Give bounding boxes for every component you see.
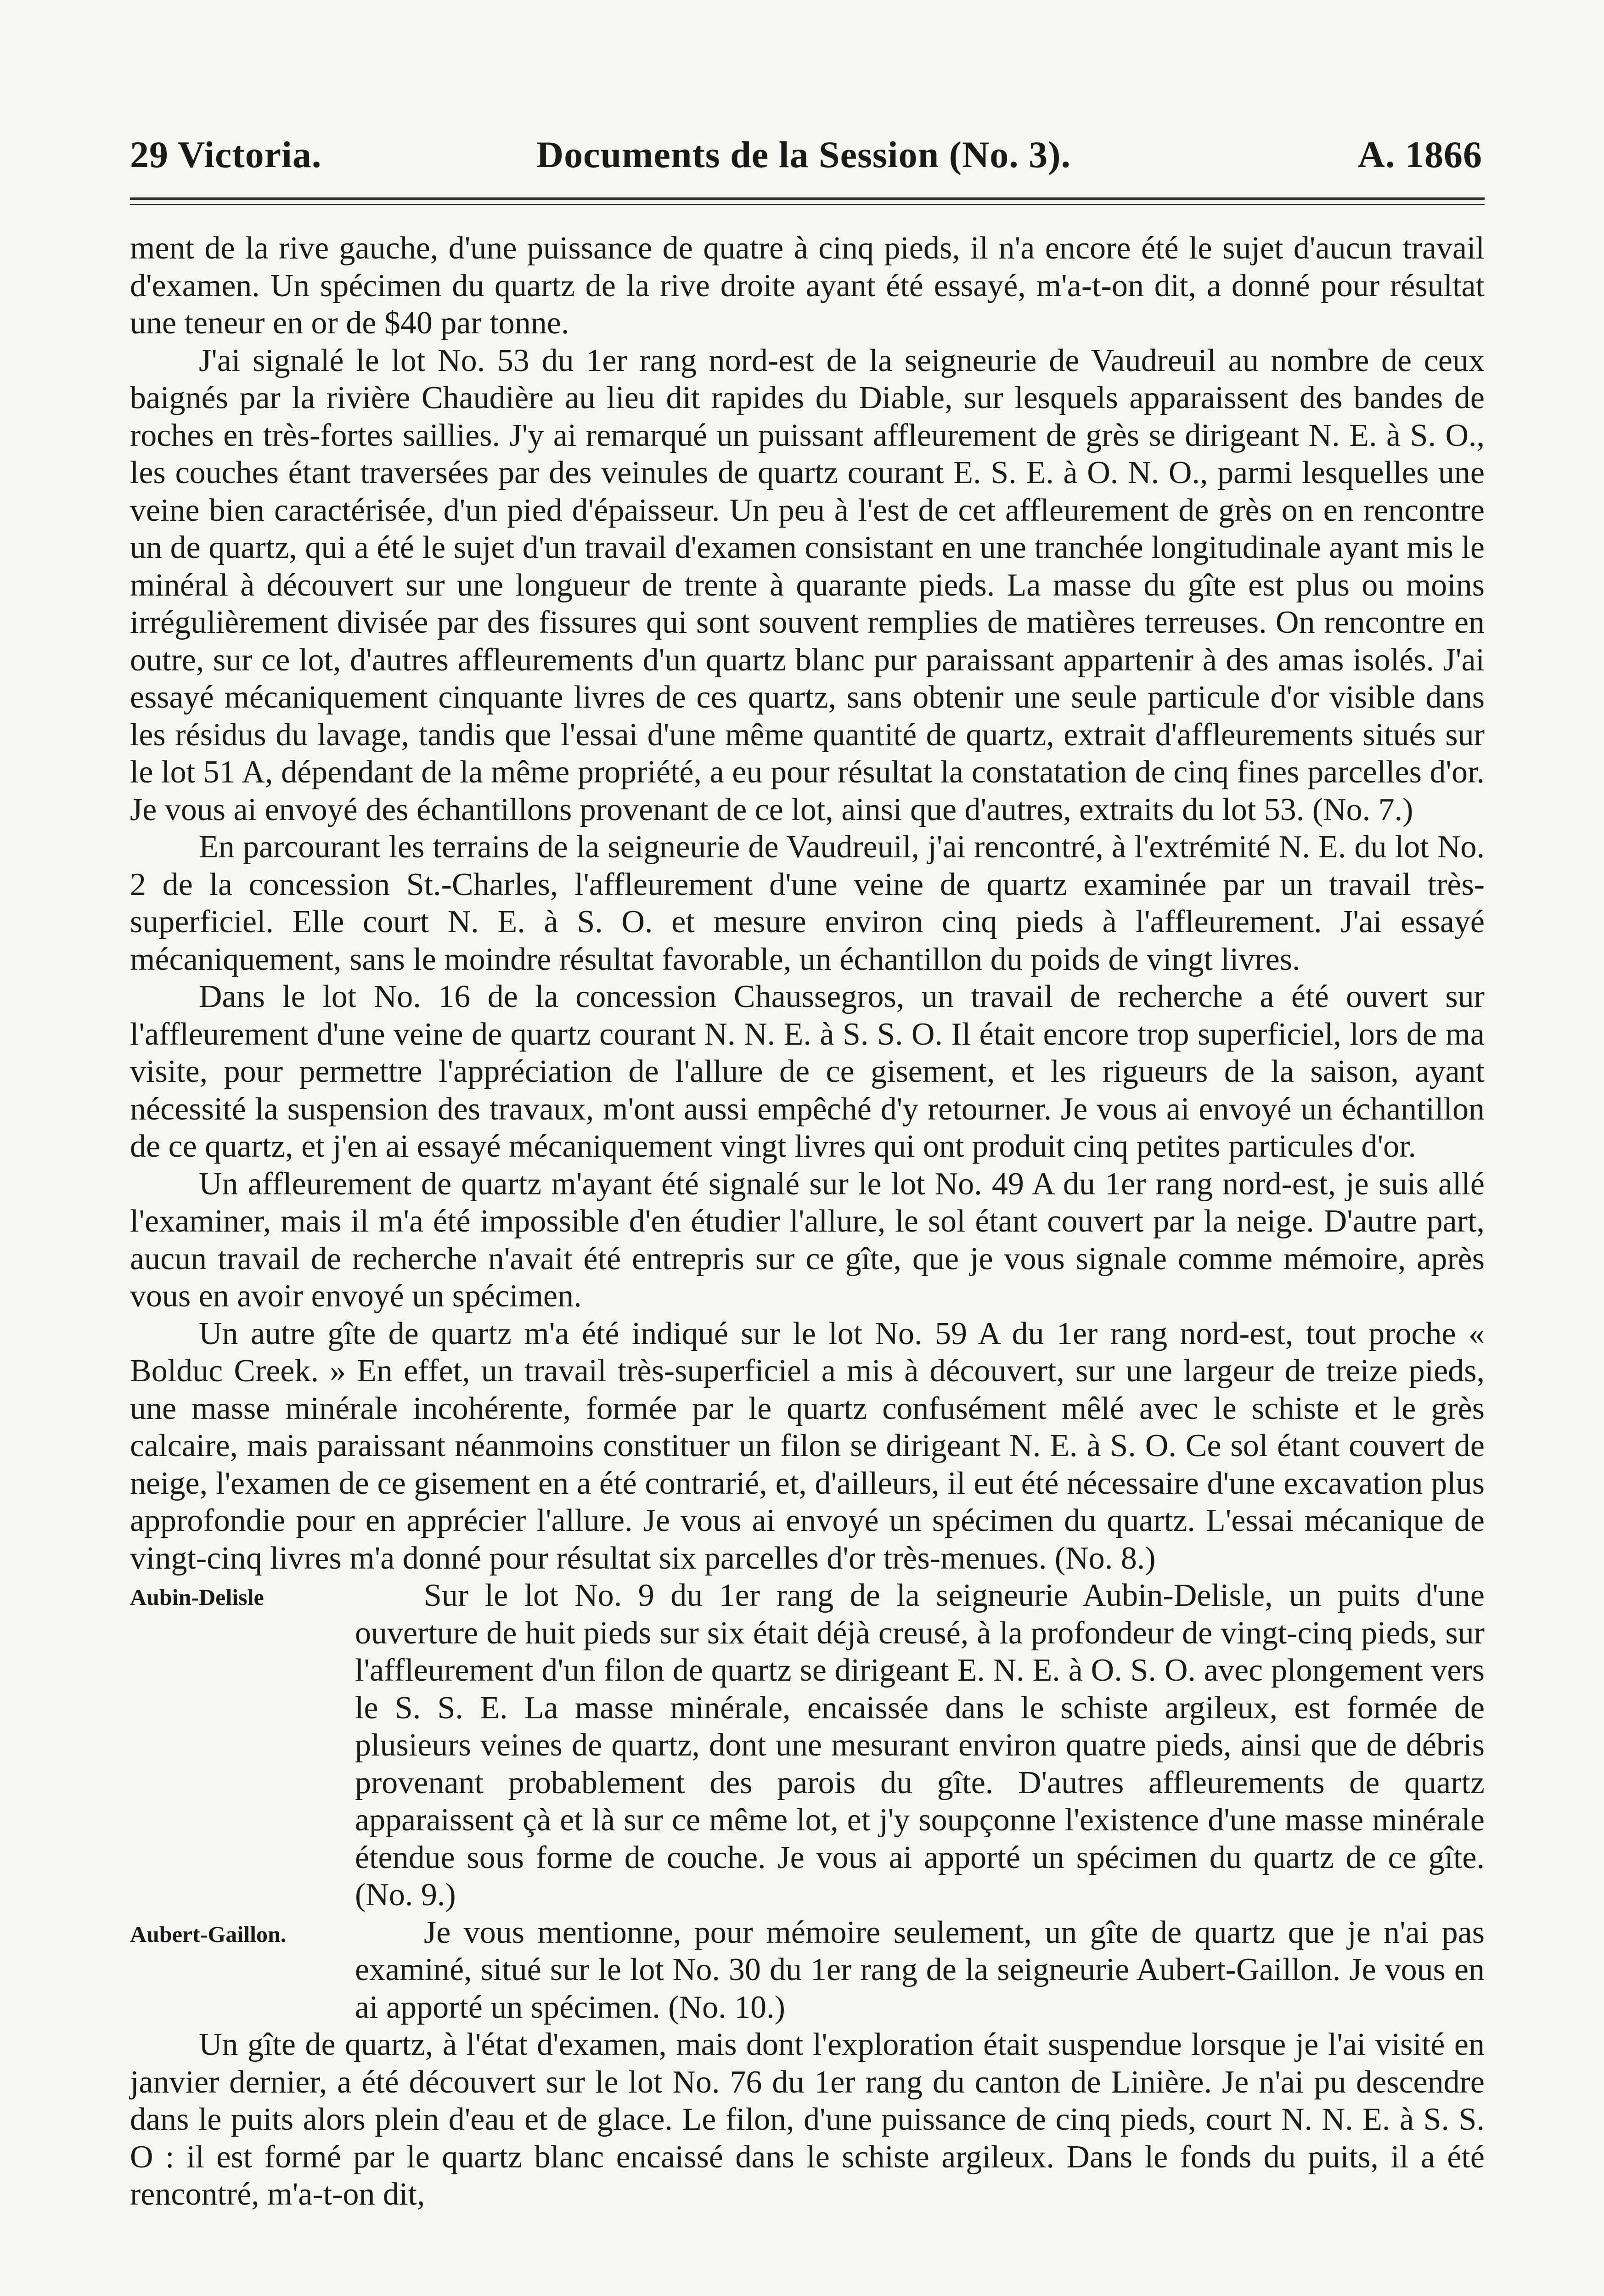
paragraph-liniere: Un gîte de quartz, à l'état d'examen, mais dont l'exploration était suspendue lorsque je l'ai visité en janvier dernier, a été découvert sur le lot No. 76 du 1er rang du canton de Linière. Je n'ai pu descendre dans le puits alors plein d'eau et de glace. Le filon, d'une puissance de cinq pieds, court N. N. E. à S. S. O : il est formé par le quartz blanc encaissé dans le schiste argileux. Dans le fonds du puits, il a été rencontré, m'a-t-on dit, [130,2027,1485,2212]
paragraph-3: En parcourant les terrains de la seigneurie de Vaudreuil, j'ai rencontré, à l'extrémité N. E. du lot No. 2 de la concession St.-Charles, l'affleurement d'une veine de quartz examinée par un travail très-superficiel. Elle court N. E. à S. O. et mesure environ cinq pieds à l'affleurement. J'ai essayé mécaniquement, sans le moindre résultat favorable, un échantillon du poids de vingt livres. [130,829,1485,977]
header-left: 29 Victoria. [130,134,322,175]
paragraph-5: Un affleurement de quartz m'ayant été signalé sur le lot No. 49 A du 1er rang nord-est, je suis allé l'examiner, mais il m'a été impossible d'en étudier l'allure, le sol étant couvert par la neige. D'autre part, aucun travail de recherche n'avait été entrepris sur ce gîte, que je vous signale comme mémoire, après vous en avoir envoyé un spécimen. [130,1166,1485,1314]
paragraph-4: Dans le lot No. 16 de la concession Chaussegros, un travail de recherche a été ouvert sur l'affleurement d'une veine de quartz courant N. N. E. à S. S. O. Il était encore trop superficiel, lors de ma visite, pour permettre l'appréciation de l'allure de ce gisement, et les rigueurs de la saison, ayant nécessité la suspension des travaux, m'ont aussi empêché d'y retourner. Je vous ai envoyé un échantillon de ce quartz, et j'en ai essayé mécaniquement vingt livres qui ont produit cinq petites particules d'or. [130,979,1485,1164]
margin-note-aubin-delisle: Aubin-Delisle [130,1584,264,1610]
running-head [0,133,1604,184]
paragraph-1: ment de la rive gauche, d'une puissance de quatre à cinq pieds, il n'a encore été le sujet d'aucun travail d'examen. Un spécimen du quartz de la rive droite ayant été essayé, m'a-t-on dit, a donné pour résultat une teneur en or de $40 par tonne. [130,231,1485,341]
paragraph-aubin-delisle: Sur le lot No. 9 du 1er rang de la seigneurie Aubin-Delisle, un puits d'une ouverture de huit pieds sur six était déjà creusé, à la profondeur de vingt-cinq pieds, sur l'affleurement d'un filon de quartz se dirigeant E. N. E. à O. S. O. avec plongement vers le S. S. E. La masse minérale, encaissée dans le schiste argileux, est formée de plusieurs veines de quartz, dont une mesurant environ quatre pieds, ainsi que de débris provenant probablement des parois du gîte. D'autres affleurements de quartz apparaissent çà et là sur ce même lot, et j'y soupçonne l'existence d'une masse minérale étendue sous forme de couche. Je vous ai apporté un spécimen du quartz de ce gîte. (No. 9.) [355,1578,1485,1913]
header-rule-thin [130,204,1485,205]
header-right: A. 1866 [1357,134,1482,175]
paragraph-2: J'ai signalé le lot No. 53 du 1er rang nord-est de la seigneurie de Vaudreuil au nombre de ceux baignés par la rivière Chaudière au lieu dit rapides du Diable, sur lesquels apparaissent des bandes de roches en très-fortes saillies. J'y ai remarqué un puissant affleurement de grès se dirigeant N. E. à S. O., les couches étant traversées par des veinules de quartz courant E. S. E. à O. N. O., parmi lesquelles une veine bien caractérisée, d'un pied d'épaisseur. Un peu à l'est de cet affleurement de grès on en rencontre un de quartz, qui a été le sujet d'un travail d'examen consistant en une tranchée longitudinale ayant mis le minéral à découvert sur une longueur de trente à quarante pieds. La masse du gîte est plus ou moins irrégulièrement divisée par des fissures qui sont souvent remplies de matières terreuses. On rencontre en outre, sur ce lot, d'autres affleurements d'un quartz blanc pur paraissant appartenir à des amas isolés. J'ai essayé mécaniquement cinquante livres de ces quartz, sans obtenir une seule particule d'or visible dans les résidus du lavage, tandis que l'essai d'une même quantité de quartz, extrait d'affleurements situés sur le lot 51 A, dépendant de la même propriété, a eu pour résultat la constatation de cinq fines parcelles d'or. Je vous ai envoyé des échantillons provenant de ce lot, ainsi que d'autres, extraits du lot 53. (No. 7.) [130,343,1485,827]
header-center: Documents de la Session (No. 3). [536,134,1071,175]
section-aubert-gaillon [130,1914,1485,2026]
body-text [130,230,1485,2213]
paragraph-aubert-gaillon: Je vous mentionne, pour mémoire seulement, un gîte de quartz que je n'ai pas examiné, situé sur le lot No. 30 du 1er rang de la seigneurie Aubert-Gaillon. Je vous en ai apporté un spécimen. (No. 10.) [355,1914,1485,2025]
margin-note-aubert-gaillon: Aubert-Gaillon. [130,1921,287,1947]
paragraph-6: Un autre gîte de quartz m'a été indiqué sur le lot No. 59 A du 1er rang nord-est, tout proche « Bolduc Creek. » En effet, un travail très-superficiel a mis à découvert, sur une largeur de treize pieds, une masse minérale incohérente, formée par le quartz confusément mêlé avec le schiste et le grès calcaire, mais paraissant néanmoins constituer un filon se dirigeant N. E. à S. O. Ce sol étant couvert de neige, l'examen de ce gisement en a été contrarié, et, d'ailleurs, il eut été nécessaire d'une excavation plus approfondie pour en apprécier l'allure. Je vous ai envoyé un spécimen du quartz. L'essai mécanique de vingt-cinq livres m'a donné pour résultat six parcelles d'or très-menues. (No. 8.) [130,1316,1485,1576]
section-aubin-delisle [130,1577,1485,1914]
header-rule-thick [130,197,1485,200]
